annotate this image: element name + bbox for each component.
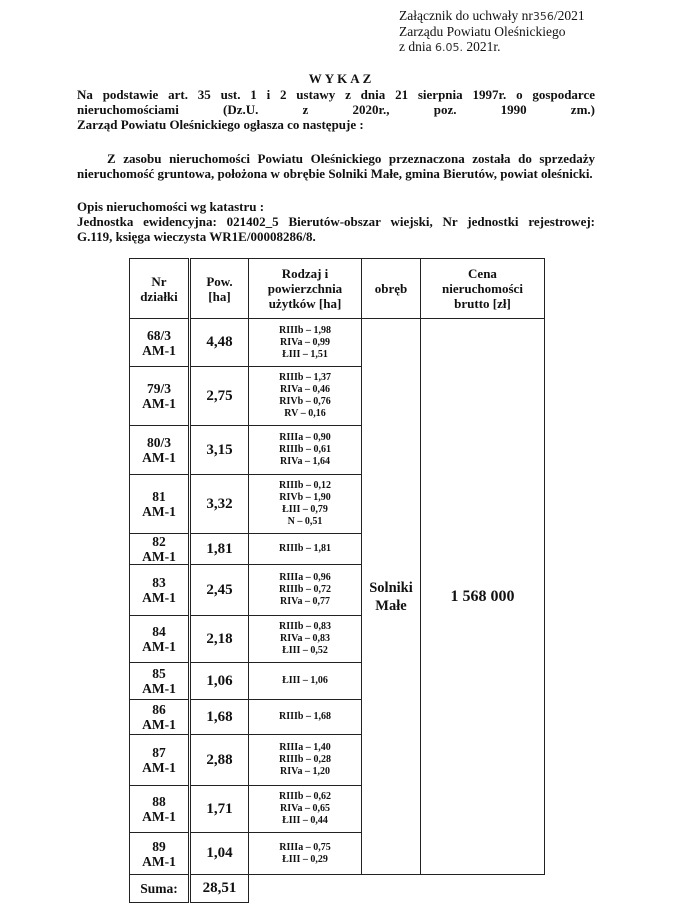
- parcel-number: [130, 786, 190, 833]
- header-rodzaj: [249, 259, 362, 319]
- legal-basis-line-3: Zarząd Powiatu Oleśnickiego ogłasza co następuje :: [77, 117, 364, 132]
- header-pow-line-2: [ha]: [208, 288, 231, 304]
- parcel-area: 1,68: [190, 700, 249, 735]
- header-pow-line-1: Pow.: [206, 273, 233, 289]
- handwritten-resolution-number: 356: [532, 10, 554, 23]
- land-use-list: [249, 319, 362, 367]
- parcel-area: 3,32: [190, 475, 249, 534]
- parcel-area: 2,75: [190, 367, 249, 426]
- parcel-number-line-2: AM-1: [142, 396, 176, 411]
- parcel-number-line-2: AM-1: [142, 590, 176, 605]
- parcel-number-line-1: 80/3: [146, 435, 171, 450]
- legal-basis-line-2: nieruchomościami (Dz.U. z 2020r., poz. 1990 zm.): [77, 102, 595, 117]
- parcel-area: 1,06: [190, 663, 249, 700]
- parcel-number: [130, 475, 190, 534]
- land-use-item: RIIIa – 1,40: [279, 742, 331, 753]
- parcel-number-line-1: 68/3: [146, 327, 171, 343]
- legal-basis-line-1: Na podstawie art. 35 ust. 1 i 2 ustawy z dnia 21 sierpnia 1997r. o gospodarce: [77, 87, 595, 102]
- land-use-item: ŁIII – 0,44: [282, 815, 328, 826]
- header-rodzaj-line-1: Rodzaj i: [281, 266, 329, 281]
- parcel-number: [130, 565, 190, 616]
- annex-line-1: [399, 8, 585, 24]
- header-cena: [421, 259, 545, 319]
- parcel-number-line-1: 79/3: [146, 381, 171, 396]
- sum-row: [130, 875, 545, 903]
- land-use-item: RIVa – 0,83: [280, 633, 330, 644]
- date-suffix: 2021r.: [466, 39, 501, 54]
- land-use-list: [249, 367, 362, 426]
- land-use-item: RIIIb – 1,81: [279, 543, 331, 554]
- land-use-item: ŁIII – 0,52: [282, 645, 328, 656]
- land-use-list: [249, 475, 362, 534]
- parcel-number-line-2: AM-1: [142, 717, 176, 732]
- parcel-number-line-2: AM-1: [142, 853, 176, 869]
- cadastre-line-1: Jednostka ewidencyjna: 021402_5 Bierutów-obszar wiejski, Nr jednostki rejestrowej:: [77, 214, 595, 229]
- precinct-name-line: Solniki: [369, 579, 413, 596]
- land-use-list: [249, 663, 362, 700]
- land-use-list: [249, 786, 362, 833]
- parcel-number-line-2: AM-1: [142, 639, 176, 654]
- land-use-list: [249, 426, 362, 475]
- cadastre-line-2: G.119, księga wieczysta WR1E/00008286/8.: [77, 229, 316, 244]
- land-use-item: RIVa – 1,64: [280, 456, 330, 467]
- parcel-number: [130, 319, 190, 367]
- parcel-number: [130, 735, 190, 786]
- land-use-item: ŁIII – 1,51: [282, 348, 328, 360]
- parcel-number-line-1: 84: [152, 624, 166, 639]
- parcel-number: [130, 616, 190, 663]
- table-row: [130, 319, 545, 367]
- parcel-number-line-1: 87: [152, 745, 166, 760]
- parcel-number-line-1: 82: [152, 534, 166, 549]
- sum-row-spacer: [249, 875, 545, 903]
- land-use-list: [249, 565, 362, 616]
- parcel-area: 3,15: [190, 426, 249, 475]
- gross-price: 1 568 000: [421, 319, 545, 875]
- parcel-number-line-1: 89: [152, 838, 166, 854]
- land-use-item: RIVa – 0,77: [280, 596, 330, 607]
- parcel-number-line-1: 81: [152, 489, 166, 504]
- sum-label: Suma:: [130, 875, 190, 903]
- header-cena-line-2: nieruchomości: [442, 281, 523, 296]
- header-nr-line-1: Nr: [151, 273, 167, 289]
- land-use-item: RIVa – 1,20: [280, 766, 330, 777]
- header-cena-line-1: Cena: [468, 266, 497, 281]
- parcel-number: [130, 534, 190, 565]
- precinct-name-line: Małe: [375, 597, 407, 614]
- land-use-item: RIIIa – 0,75: [279, 841, 331, 853]
- parcel-number: [130, 663, 190, 700]
- land-use-item: RIIIb – 1,37: [279, 372, 331, 383]
- land-use-item: RIIIb – 0,12: [279, 480, 331, 491]
- land-use-item: RIVa – 0,99: [280, 336, 330, 348]
- annex-line-3: [399, 39, 585, 55]
- land-use-list: [249, 700, 362, 735]
- cadastre-heading: Opis nieruchomości wg katastru :: [77, 199, 265, 214]
- annex-line-2: Zarządu Powiatu Oleśnickiego: [399, 24, 566, 39]
- parcel-area: 2,18: [190, 616, 249, 663]
- header-obreb: obręb: [362, 259, 421, 319]
- land-use-list: [249, 833, 362, 875]
- parcel-area: 2,88: [190, 735, 249, 786]
- land-use-item: RIIIa – 0,96: [279, 572, 331, 583]
- parcel-number-line-1: 85: [152, 666, 166, 681]
- cadastre-details: [77, 214, 595, 244]
- parcel-number: [130, 426, 190, 475]
- parcel-number-line-2: AM-1: [142, 549, 176, 564]
- land-use-item: ŁIII – 0,29: [282, 853, 328, 865]
- parcel-area: 1,04: [190, 833, 249, 875]
- land-use-item: RIVb – 1,90: [279, 492, 331, 503]
- annex-header: [399, 8, 585, 55]
- parcel-area: 4,48: [190, 319, 249, 367]
- land-use-item: RIIIb – 0,62: [279, 791, 331, 802]
- handwritten-date: 6.05.: [435, 41, 463, 54]
- sale-description-paragraph: Z zasobu nieruchomości Powiatu Oleśnickiego przeznaczona została do sprzedaży nieruchomość gruntowa, położona w obrębie Solniki Małe, gmina Bierutów, powiat oleśnicki.: [77, 151, 595, 181]
- document-title: WYKAZ: [308, 71, 375, 86]
- header-pow: [190, 259, 249, 319]
- date-prefix: z dnia: [399, 39, 432, 54]
- parcel-number: [130, 700, 190, 735]
- land-use-item: N – 0,51: [287, 516, 323, 527]
- annex-prefix: Załącznik do uchwały nr: [399, 8, 533, 23]
- parcel-area: 2,45: [190, 565, 249, 616]
- legal-basis-paragraph: [77, 87, 595, 132]
- land-use-item: RIIIb – 0,28: [279, 754, 331, 765]
- land-use-item: RIVa – 0,65: [280, 803, 330, 814]
- land-use-item: RIVb – 0,76: [279, 396, 331, 407]
- land-use-item: ŁIII – 1,06: [282, 675, 328, 686]
- land-use-item: ŁIII – 0,79: [282, 504, 328, 515]
- parcel-number-line-2: AM-1: [142, 760, 176, 775]
- header-nr-line-2: działki: [140, 288, 178, 304]
- header-nr: [130, 259, 190, 319]
- header-cena-line-3: brutto [zł]: [454, 296, 511, 311]
- header-rodzaj-line-3: użytków [ha]: [268, 296, 342, 311]
- land-use-list: [249, 616, 362, 663]
- parcel-number-line-2: AM-1: [142, 809, 176, 824]
- land-use-item: RIIIb – 0,83: [279, 621, 331, 632]
- parcel-number-line-1: 88: [152, 794, 166, 809]
- land-use-item: RIIIb – 0,72: [279, 584, 331, 595]
- parcel-area: 1,71: [190, 786, 249, 833]
- land-use-item: RIIIb – 0,61: [279, 444, 331, 455]
- land-use-list: [249, 735, 362, 786]
- parcel-number-line-2: AM-1: [142, 504, 176, 519]
- sum-value: 28,51: [190, 875, 249, 903]
- parcel-number-line-1: 86: [152, 702, 166, 717]
- land-use-item: RIIIb – 1,98: [279, 324, 331, 336]
- land-use-item: RV – 0,16: [284, 408, 326, 419]
- header-rodzaj-line-2: powierzchnia: [267, 281, 343, 296]
- table-header-row: [130, 259, 545, 319]
- land-use-list: [249, 534, 362, 565]
- land-use-item: RIVa – 0,46: [280, 384, 330, 395]
- land-use-item: RIIIa – 0,90: [279, 432, 331, 443]
- parcel-number: [130, 367, 190, 426]
- parcel-number-line-2: AM-1: [142, 681, 176, 696]
- property-table: [129, 258, 545, 903]
- parcel-area: 1,81: [190, 534, 249, 565]
- parcel-number-line-2: AM-1: [142, 342, 176, 358]
- parcel-number-line-1: 83: [152, 575, 166, 590]
- precinct-cell: [362, 319, 421, 875]
- annex-year: /2021: [553, 8, 585, 23]
- parcel-number-line-2: AM-1: [142, 450, 176, 465]
- parcel-number: [130, 833, 190, 875]
- land-use-item: RIIIb – 1,68: [279, 711, 331, 722]
